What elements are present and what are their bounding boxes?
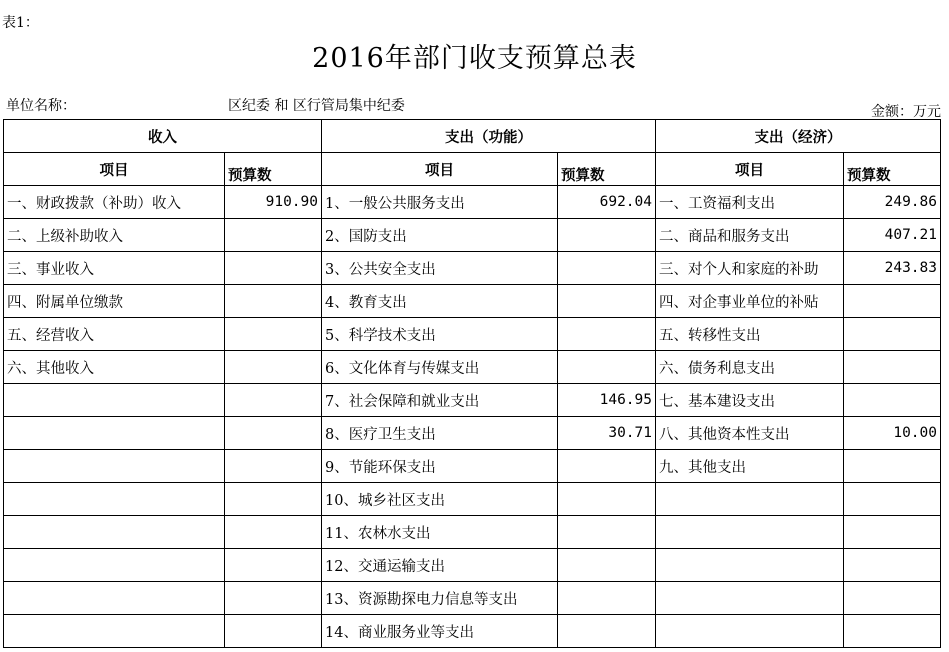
econ-item-cell: 九、其他支出 [656,450,844,483]
func-amount-cell [558,615,656,648]
income-item-cell: 一、财政拨款（补助）收入 [4,186,225,219]
func-amount-cell [558,351,656,384]
econ-amount-cell [844,351,941,384]
income-amount-cell: 910.90 [225,186,322,219]
econ-amount-cell [844,483,941,516]
expense-economic-header: 支出（经济） [656,120,941,153]
income-amount-cell [225,549,322,582]
func-item-cell: 1、一般公共服务支出 [322,186,558,219]
table-row [4,549,941,582]
econ-amount-cell [844,549,941,582]
econ-item-cell [656,549,844,582]
table-row [4,318,941,351]
group-header-row [4,120,941,153]
func-item-cell: 12、交通运输支出 [322,549,558,582]
func-amount-cell [558,252,656,285]
func-item-cell: 4、教育支出 [322,285,558,318]
func-budget-header: 预算数 [558,153,656,186]
econ-amount-cell [844,615,941,648]
table-label: 表1： [2,15,39,31]
income-amount-cell [225,384,322,417]
func-amount-cell [558,516,656,549]
income-amount-cell [225,450,322,483]
func-item-cell: 9、节能环保支出 [322,450,558,483]
table-row [4,186,941,219]
func-item-header: 项目 [322,153,558,186]
econ-item-cell: 一、工资福利支出 [656,186,844,219]
income-amount-cell [225,615,322,648]
econ-amount-cell: 243.83 [844,252,941,285]
income-item-cell [4,450,225,483]
func-item-cell: 14、商业服务业等支出 [322,615,558,648]
income-item-cell [4,615,225,648]
income-item-cell [4,384,225,417]
func-amount-cell [558,450,656,483]
func-amount-cell [558,582,656,615]
func-amount-cell: 30.71 [558,417,656,450]
income-amount-cell [225,417,322,450]
table-row [4,615,941,648]
income-item-cell: 六、其他收入 [4,351,225,384]
func-amount-cell [558,219,656,252]
table-row [4,516,941,549]
econ-item-cell: 七、基本建设支出 [656,384,844,417]
table-row [4,483,941,516]
func-item-cell: 11、农林水支出 [322,516,558,549]
econ-amount-cell [844,516,941,549]
econ-amount-cell [844,450,941,483]
func-amount-cell: 146.95 [558,384,656,417]
income-amount-cell [225,516,322,549]
econ-item-cell: 三、对个人和家庭的补助 [656,252,844,285]
table-row [4,582,941,615]
income-amount-cell [225,582,322,615]
func-amount-cell [558,318,656,351]
econ-item-cell: 八、其他资本性支出 [656,417,844,450]
econ-amount-cell: 407.21 [844,219,941,252]
income-budget-header: 预算数 [225,153,322,186]
econ-item-cell [656,615,844,648]
table-row [4,252,941,285]
income-amount-cell [225,285,322,318]
amount-unit-label: 金额：万元 [871,104,941,120]
econ-item-header: 项目 [656,153,844,186]
income-item-cell [4,483,225,516]
income-item-cell [4,549,225,582]
econ-item-cell: 二、商品和服务支出 [656,219,844,252]
econ-item-cell: 六、债务利息支出 [656,351,844,384]
table-row [4,450,941,483]
column-header-row [4,153,941,186]
table-row [4,285,941,318]
func-amount-cell [558,483,656,516]
econ-amount-cell [844,285,941,318]
econ-amount-cell: 249.86 [844,186,941,219]
func-item-cell: 3、公共安全支出 [322,252,558,285]
econ-item-cell [656,483,844,516]
table-row [4,417,941,450]
income-amount-cell [225,351,322,384]
page-title: 2016年部门收支预算总表 [312,43,637,74]
func-item-cell: 8、医疗卫生支出 [322,417,558,450]
income-item-cell: 二、上级补助收入 [4,219,225,252]
table-row [4,351,941,384]
income-amount-cell [225,318,322,351]
unit-name-label: 单位名称： [6,98,76,114]
income-item-cell: 四、附属单位缴款 [4,285,225,318]
table-row [4,384,941,417]
func-amount-cell [558,549,656,582]
econ-item-cell: 五、转移性支出 [656,318,844,351]
econ-amount-cell: 10.00 [844,417,941,450]
expense-function-header: 支出（功能） [322,120,656,153]
econ-amount-cell [844,582,941,615]
econ-item-cell [656,516,844,549]
func-item-cell: 13、资源勘探电力信息等支出 [322,582,558,615]
econ-item-cell: 四、对企事业单位的补贴 [656,285,844,318]
income-item-cell: 五、经营收入 [4,318,225,351]
func-amount-cell [558,285,656,318]
func-amount-cell: 692.04 [558,186,656,219]
income-item-header: 项目 [4,153,225,186]
income-item-cell [4,417,225,450]
table-row [4,219,941,252]
econ-amount-cell [844,384,941,417]
func-item-cell: 10、城乡社区支出 [322,483,558,516]
func-item-cell: 6、文化体育与传媒支出 [322,351,558,384]
budget-table [3,119,941,648]
econ-budget-header: 预算数 [844,153,941,186]
func-item-cell: 2、国防支出 [322,219,558,252]
income-amount-cell [225,252,322,285]
income-amount-cell [225,483,322,516]
income-amount-cell [225,219,322,252]
func-item-cell: 7、社会保障和就业支出 [322,384,558,417]
income-item-cell: 三、事业收入 [4,252,225,285]
income-item-cell [4,582,225,615]
func-item-cell: 5、科学技术支出 [322,318,558,351]
econ-amount-cell [844,318,941,351]
income-item-cell [4,516,225,549]
econ-item-cell [656,582,844,615]
income-header: 收入 [4,120,322,153]
unit-name-value: 区纪委 和 区行管局集中纪委 [228,98,405,114]
